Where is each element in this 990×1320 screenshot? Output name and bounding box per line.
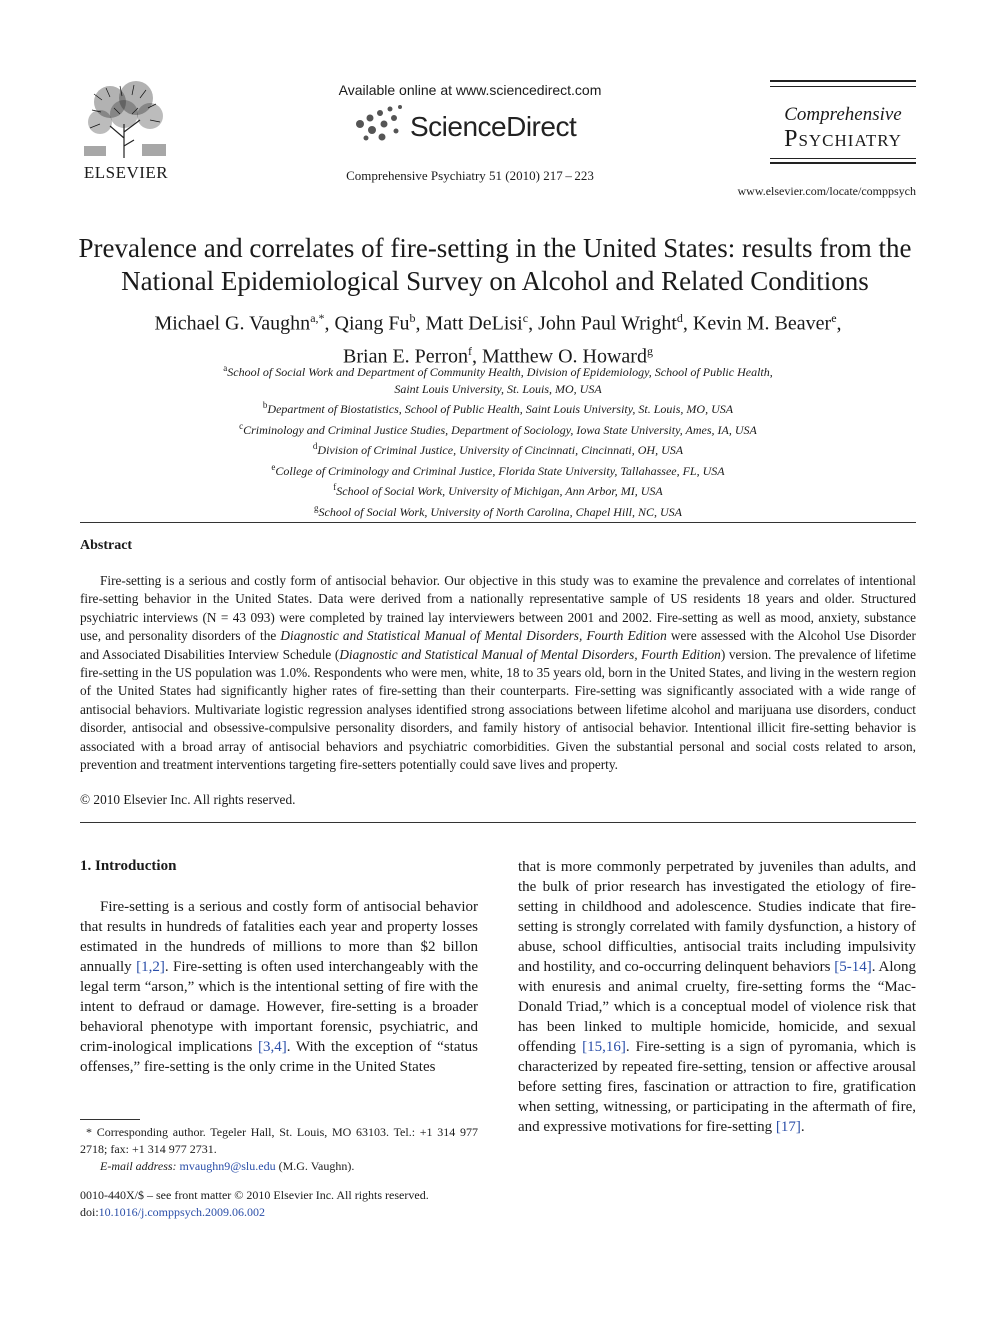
footnotes	[80, 1124, 478, 1175]
doi-label: doi:	[80, 1205, 99, 1219]
author-name: Michael G. Vaughn	[154, 312, 311, 335]
body-text: Fire-setting is a serious and costly form of antisocial behavior that results in hundreds of fatalities each year and property losses estimated in the hundreds of millions to more than $2 billon annually	[80, 899, 478, 975]
author-list: Michael G. Vaughn$^{a,*}$, Qiang Fu$^b$, Matt DeLisi$^c$, John Paul Wright$^d$, Kevin M. Beaver$^e$, Brian E. Perron$^f$, Matthew O. Howard$^g$	[154, 311, 842, 368]
affiliation-marker: f	[333, 482, 337, 492]
affiliation-marker: b	[262, 400, 268, 410]
author-affiliation-marker: f	[468, 343, 472, 358]
affiliation-text: Criminology and Criminal Justice Studies, Department of Sociology, Iowa State University, Ames, IA, USA	[243, 422, 757, 437]
abstract-italic-text: Diagnostic and Statistical Manual of Mental Disorders, Fourth Edition	[280, 628, 667, 644]
body-text: that is more commonly perpetrated by juveniles than adults, and the bulk of prior research has investigated the etiology of fire-setting in childhood and adolescence. Studies indicate that fire-setting is strongly correlated with family dysfunction, a history of abuse, school difficulties, antisocial traits including impulsivity and hostility, and co-occurring delinquent behaviors	[518, 859, 916, 975]
journal-masthead-rule	[770, 80, 916, 82]
author-name: Kevin M. Beaver	[692, 312, 832, 335]
affiliation-line	[80, 397, 916, 418]
author-name: John Paul Wright	[538, 312, 677, 335]
body-text: .	[800, 1119, 805, 1135]
citation-link[interactable]: [17]	[775, 1119, 801, 1135]
footnote-rule	[80, 1119, 140, 1120]
body-text: . Along with enuresis and animal cruelty, fire-setting forms the “Mac-Donald Triad,” which is a conceptual model of violence risk that has been linked to multiple homicide, homicide, and sexual offending	[518, 959, 916, 1055]
abstract-body	[80, 572, 916, 774]
citation-link[interactable]: [5-14]	[834, 959, 872, 975]
email-label: E-mail address:	[100, 1159, 177, 1173]
abstract-text: Fire-setting is a serious and costly form of antisocial behavior. Our objective in this study was to examine the prevalence and correlates of intentional fire-setting behavior in the United States. Data were derived from a nationally representative sample of US residents 18 years and older. Structured psychiatric interviews (N = 43 093) were completed by trained lay interviewers between 2001 and 2002. Fire-setting as well as mood, anxiety, substance use, and personality disorders of the	[80, 573, 916, 644]
author-affiliation-marker: a,*	[310, 311, 325, 325]
affiliation-line	[80, 360, 916, 381]
affiliation-line	[80, 479, 916, 500]
author-affiliation-marker: g	[646, 343, 653, 358]
available-online-text: Available online at www.sciencedirect.com	[338, 82, 602, 98]
affiliation-text: School of Social Work, University of North Carolina, Chapel Hill, NC, USA	[318, 504, 682, 519]
affiliation-line	[80, 500, 916, 521]
affiliation-marker: c	[239, 420, 244, 431]
front-matter-line: 0010-440X/$ – see front matter © 2010 Elsevier Inc. All rights reserved.	[80, 1188, 429, 1202]
author-name: Qiang Fu	[334, 312, 410, 335]
author-affiliation-marker: c	[522, 311, 529, 325]
publisher-name: ELSEVIER	[83, 163, 169, 182]
body-text: . Fire-setting is often used interchangeably with the legal term “arson,” which is the intentional setting of fire with the intent to defraud or damage. However, fire-setting is a broader behavioral phenotype with important forensic, psychiatric, and crim-inological implications	[80, 959, 478, 1055]
journal-url-link[interactable]: www.elsevier.com/locate/comppsych	[737, 184, 916, 198]
affiliation-text: Department of Biostatistics, School of Public Health, Saint Louis University, St. Louis, MO, USA	[267, 402, 734, 416]
journal-masthead-rule	[770, 86, 916, 87]
affiliation-text: Division of Criminal Justice, University of Cincinnati, Cincinnati, OH, USA	[317, 443, 684, 457]
citation-link[interactable]: [1,2]	[136, 959, 165, 975]
citation-link[interactable]: [3,4]	[258, 1039, 287, 1055]
doi-link[interactable]: 10.1016/j.comppsych.2009.06.002	[98, 1205, 265, 1219]
affiliation-text: Saint Louis University, St. Louis, MO, USA	[394, 381, 602, 396]
affiliation-marker: g	[314, 502, 319, 513]
body-column-right	[518, 857, 916, 1137]
email-link[interactable]: mvaughn9@slu.edu	[179, 1159, 276, 1173]
journal-title-line2: Psychiatry	[784, 126, 902, 152]
abstract-text: ) version. The prevalence of lifetime fire-setting in the US population was 1.0%. Respondents who were men, white, 18 to 35 years old, born in the United States, and living in the western region of the United States had significantly higher rates of fire-setting than their counterparts. Fire-setting was significantly associated with a wide range of antisocial behaviors. Multivariate logistic regression analyses identified strong associations between lifetime alcohol and marijuana use disorders, conduct disorder, antisocial and obsessive-compulsive personality disorders, and family history of antisocial behavior. Intentional illicit fire-setting behavior is associated with a broad array of antisocial behaviors and psychiatric comorbidities. Given the substantial personal and social costs related to arson, prevention and treatment interventions targeting fire-setters potentially could save lives and property.	[80, 646, 916, 773]
section-divider	[80, 522, 916, 523]
affiliation-marker: a	[223, 363, 228, 373]
affiliation-marker: e	[271, 461, 276, 472]
body-text: . Fire-setting is a sign of pyromania, which is characterized by repeated fire-setting, tension or affective arousal before setting fires, fascination or attraction to fire, gratification when setting, witnessing, or participating in the aftermath of fire, and expressive motivations for fire-setting	[518, 1039, 916, 1135]
abstract-copyright: © 2010 Elsevier Inc. All rights reserved.	[80, 792, 296, 807]
affiliation-line	[80, 381, 916, 398]
body-text: . With the exception of “status offenses,” fire-setting is the only crime in the United States	[80, 1039, 478, 1075]
front-matter	[80, 1187, 478, 1221]
email-suffix: (M.G. Vaughn).	[275, 1159, 355, 1173]
affiliation-text: School of Social Work, University of Michigan, Ann Arbor, MI, USA	[336, 484, 663, 498]
author-affiliation-marker: b	[409, 311, 416, 325]
corresponding-author-note: * Corresponding author. Tegeler Hall, St. Louis, MO 63103. Tel.: +1 314 977 2718; fax: +1 314 977 2731.	[80, 1125, 478, 1156]
section-divider	[80, 822, 916, 823]
abstract-text: were assessed with the Alcohol Use Disorder and Associated Disabilities Interview Schedule (	[80, 628, 916, 662]
journal-citation: Comprehensive Psychiatry 51 (2010) 217 – 223	[346, 168, 594, 183]
section-heading-introduction: 1. Introduction	[80, 858, 177, 874]
journal-title-line1: Comprehensive	[784, 104, 902, 125]
author-affiliation-marker: d	[676, 311, 683, 325]
affiliation-line	[80, 459, 916, 480]
affiliation-text: College of Criminology and Criminal Justice, Florida State University, Tallahassee, FL, USA	[275, 463, 725, 478]
author-name: Brian E. Perron	[343, 345, 468, 368]
author-name: Matthew O. Howard	[482, 345, 647, 368]
body-column-left	[80, 897, 478, 1077]
author-affiliation-marker: e	[831, 311, 837, 325]
affiliation-line	[80, 418, 916, 439]
journal-masthead-rule	[770, 158, 916, 159]
affiliation-text: School of Social Work and Department of Community Health, Division of Epidemiology, School of Public Health,	[227, 365, 773, 379]
article-title: Prevalence and correlates of fire-setting in the United States: results from the National Epidemiological Survey on Alcohol and Related Conditions	[78, 233, 912, 296]
affiliation-marker: d	[312, 441, 318, 451]
elsevier-tree-icon	[80, 80, 172, 160]
affiliation-line	[80, 438, 916, 459]
abstract-italic-text: Diagnostic and Statistical Manual of Mental Disorders, Fourth Edition	[339, 646, 721, 662]
sciencedirect-wordmark: ScienceDirect	[410, 111, 577, 142]
author-name: Matt DeLisi	[425, 312, 523, 335]
affiliation-list	[80, 360, 916, 520]
abstract-heading: Abstract	[80, 538, 133, 553]
journal-masthead-rule	[770, 162, 916, 164]
citation-link[interactable]: [15,16]	[582, 1039, 626, 1055]
